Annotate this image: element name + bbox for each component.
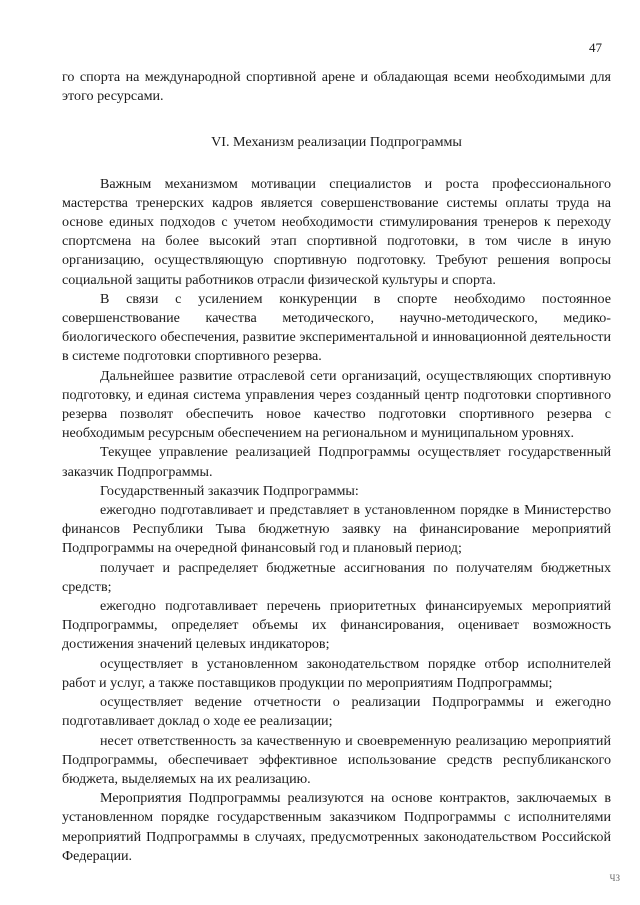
- intro-continuation: го спорта на международной спортивной арене и обладающая всеми необходимыми для этого ресурсами.: [62, 69, 611, 105]
- paragraph-4: Текущее управление реализацией Подпрограммы осуществляет государственный заказчик Подпрограммы.: [62, 444, 611, 480]
- list-item-1: ежегодно подготавливает и представляет в установленном порядке в Министерство финансов Республики Тыва бюджетную заявку на финансирование мероприятий Подпрограммы на очередной финансовый год и плановый период;: [62, 502, 611, 557]
- list-item-3: ежегодно подготавливает перечень приоритетных финансируемых мероприятий Подпрограммы, определяет объемы их финансирования, оценивает возможность достижения значений целевых индикаторов;: [62, 598, 611, 653]
- section-heading: VI. Механизм реализации Подпрограммы: [211, 134, 462, 151]
- list-item-2: получает и распределяет бюджетные ассигнования по получателям бюджетных средств;: [62, 559, 611, 595]
- corner-mark: ЧЗ: [609, 873, 620, 883]
- list-item-4: осуществляет в установленном законодательством порядке отбор исполнителей работ и услуг, а также поставщиков продукции по мероприятиям Подпрограммы;: [62, 655, 611, 691]
- paragraph-3: Дальнейшее развитие отраслевой сети организаций, осуществляющих спортивную подготовку, и единая система управления через созданный центр подготовки спортивного резерва позволят обеспечить новое качество подготовки спортивного резерва с необходимым ресурсным обеспечением на региональном и муниципальном уровнях.: [62, 367, 611, 442]
- paragraph-final: Мероприятия Подпрограммы реализуются на основе контрактов, заключаемых в установленном порядке государственным заказчиком Подпрограммы с исполнителями мероприятий Подпрограммы в случаях, предусмотренных законодательством Российской Федерации.: [62, 790, 611, 864]
- page-number: 47: [589, 40, 602, 55]
- paragraph-2: В связи с усилением конкуренции в спорте необходимо постоянное совершенствование качества методического, научно-методического, медико-биологического обеспечения, развитие экспериментальной и инновационной деятельности в системе подготовки спортивного резерва.: [62, 290, 611, 365]
- list-item-5: осуществляет ведение отчетности о реализации Подпрограммы и ежегодно подготавливает доклад о ходе ее реализации;: [62, 694, 611, 730]
- paragraph-5: Государственный заказчик Подпрограммы:: [100, 482, 359, 499]
- list-item-6: несет ответственность за качественную и своевременную реализацию мероприятий Подпрограммы, обеспечивает эффективное использование средств республиканского бюджета, выделяемых на их реализацию.: [62, 732, 611, 787]
- paragraph-1: Важным механизмом мотивации специалистов и роста профессионального мастерства тренерских кадров является совершенствование системы оплаты труда на основе единых подходов с учетом необходимости стимулирования тренеров к переходу спортсмена на более высокий этап спортивной подготовки, в том числе в иную организацию, осуществляющую спортивную подготовку. Требуют решения вопросы социальной защиты работников отрасли физической культуры и спорта.: [62, 175, 611, 288]
- document-body: [62, 68, 611, 866]
